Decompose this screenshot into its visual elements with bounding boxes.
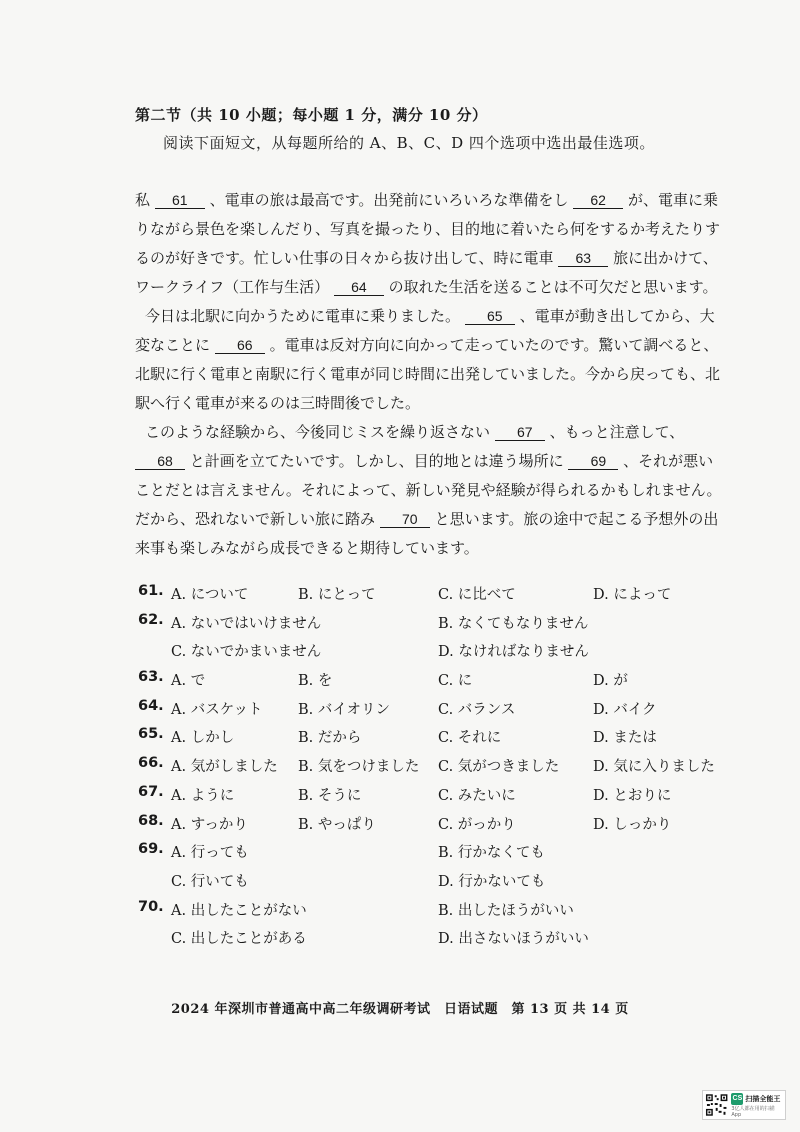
question-68: [138, 813, 738, 842]
option-c: C. バランス: [438, 701, 516, 718]
section-title: 第二节（共 10 小题；每小题 1 分，满分 10 分）: [135, 106, 488, 124]
blank-61: 61: [155, 192, 205, 209]
question-69: [138, 841, 738, 870]
option-b: B. だから: [298, 730, 362, 747]
option-d: D. が: [593, 673, 628, 690]
question-70-continued: [138, 927, 738, 956]
question-69-continued: [138, 870, 738, 899]
option-d: D. 行かないても: [438, 873, 546, 890]
option-a: A. 出したことがない: [171, 902, 307, 919]
option-a: A. しかし: [171, 730, 235, 747]
question-67: [138, 784, 738, 813]
scanner-watermark: [702, 1090, 786, 1120]
page-footer: 2024 年深圳市普通高中高二年级调研考试 日语试题 第 13 页 共 14 页: [171, 1002, 629, 1017]
option-c: C. 行いても: [171, 873, 249, 890]
option-c: C. 気がつきました: [438, 759, 560, 776]
option-c: C. みたいに: [438, 787, 516, 804]
question-64: [138, 698, 738, 727]
option-c: C. に比べて: [438, 587, 516, 603]
blank-65: 65: [465, 308, 515, 325]
question-number: 61.: [138, 583, 164, 599]
passage-text: 私: [135, 191, 151, 209]
question-70: [138, 899, 738, 928]
blank-69: 69: [568, 453, 618, 470]
passage-text: と計画を立てたいです。しかし、目的地とは違う場所に: [189, 452, 564, 470]
blank-64: 64: [334, 279, 384, 296]
option-c: C. それに: [438, 730, 502, 747]
option-d: D. または: [593, 730, 657, 747]
option-b: B. やっぱり: [298, 816, 376, 833]
option-d: D. 出さないほうがいい: [438, 931, 589, 948]
question-65: [138, 726, 738, 755]
option-a: A. バスケット: [171, 701, 263, 718]
question-63: [138, 669, 738, 698]
question-number: 63.: [138, 669, 164, 686]
passage-text: 今日は北駅に向かうために電車に乗りました。: [145, 307, 461, 325]
option-b: B. バイオリン: [298, 701, 390, 718]
passage-text: 旅に出かけて、ワークライフ（工作与生活）: [135, 249, 718, 296]
passage-text: と思います。旅の途中で起こる予想外の出来事も楽しみながら成長できると期待しています。: [135, 510, 719, 557]
question-number: 68.: [138, 812, 164, 829]
passage-text: 、電車が動き出してから、大変なことに: [135, 307, 715, 354]
question-number: 62.: [138, 611, 164, 628]
question-number: 66.: [138, 755, 164, 772]
passage-text: の取れた生活を送ることは不可欠だと思います。: [388, 278, 718, 296]
blank-63: 63: [558, 250, 608, 267]
question-number: 70.: [138, 898, 164, 915]
option-b: B. 行かなくても: [438, 845, 545, 862]
question-61: [138, 583, 738, 612]
option-b: B. 気をつけました: [298, 759, 420, 776]
blank-62: 62: [573, 192, 623, 209]
option-a: A. すっかり: [171, 816, 248, 833]
option-d: D. 気に入りました: [593, 759, 715, 776]
scanner-tagline: 3亿人都在用的扫描App: [731, 1105, 775, 1118]
answer-options: [138, 583, 738, 956]
reading-passage: [135, 186, 725, 563]
option-d: D. によって: [593, 587, 672, 603]
question-number: 65.: [138, 726, 164, 743]
qr-code-icon: [705, 1093, 728, 1117]
question-number: 67.: [138, 783, 164, 800]
passage-text: 、もっと注意して、: [549, 423, 685, 441]
camscanner-logo: CS: [731, 1093, 743, 1105]
option-c: C. がっかり: [438, 816, 516, 833]
scanner-app-name: 扫描全能王: [745, 1094, 781, 1103]
passage-text: 。電車は反対方向に向かって走っていたのです。驚いて調べると、北駅に行く電車と南駅に行く電車が同じ時間に出発していました。今から戻っても、北駅へ行く電車が来るのは三時間後でした。: [135, 336, 721, 412]
option-c: C. 出したことがある: [171, 931, 307, 948]
passage-text: このような経験から、今後同じミスを繰り返さない: [145, 423, 491, 441]
option-a: A. ように: [171, 787, 235, 804]
option-c: C. ないでかまいません: [171, 644, 322, 661]
option-a: A. 気がしました: [171, 759, 278, 776]
question-number: 69.: [138, 841, 164, 858]
option-d: D. バイク: [593, 701, 657, 718]
option-a: A. 行っても: [171, 845, 249, 862]
instruction: 阅读下面短文，从每题所给的 A、B、C、D 四个选项中选出最佳选项。: [163, 134, 655, 152]
blank-66: 66: [215, 337, 265, 354]
passage-text: 、電車の旅は最高です。出発前にいろいろな準備をし: [209, 191, 569, 209]
option-d: D. なければなりません: [438, 644, 589, 661]
blank-70: 70: [380, 511, 430, 528]
paragraph-2: [135, 302, 725, 418]
paragraph-3: [135, 418, 725, 563]
question-62: [138, 612, 738, 641]
passage-text: が、電車に乗りながら景色を楽しんだり、写真を撮ったり、目的地に着いたら何をするか考えたりするのが好きです。忙しい仕事の日々から抜け出して、時に電車: [135, 191, 721, 267]
passage-text: 、それが悪いことだとは言えません。それによって、新しい発見や経験が得られるかもしれません。だから、恐れないで新しい旅に踏み: [135, 452, 722, 528]
paragraph-1: [135, 186, 725, 302]
question-number: 64.: [138, 697, 164, 714]
question-66: [138, 755, 738, 784]
option-a: A. ないではいけません: [171, 615, 322, 632]
option-b: B. なくてもなりません: [438, 615, 589, 632]
option-b: B. を: [298, 673, 333, 690]
option-b: B. 出したほうがいい: [438, 902, 574, 919]
blank-68: 68: [135, 453, 185, 470]
blank-67: 67: [495, 424, 545, 441]
option-b: B. そうに: [298, 787, 362, 804]
option-a: A. で: [171, 673, 206, 690]
option-c: C. に: [438, 673, 473, 690]
option-d: D. とおりに: [593, 787, 672, 804]
option-b: B. にとって: [298, 587, 376, 603]
option-a: A. について: [171, 587, 249, 603]
option-d: D. しっかり: [593, 816, 672, 833]
question-62-continued: [138, 640, 738, 669]
